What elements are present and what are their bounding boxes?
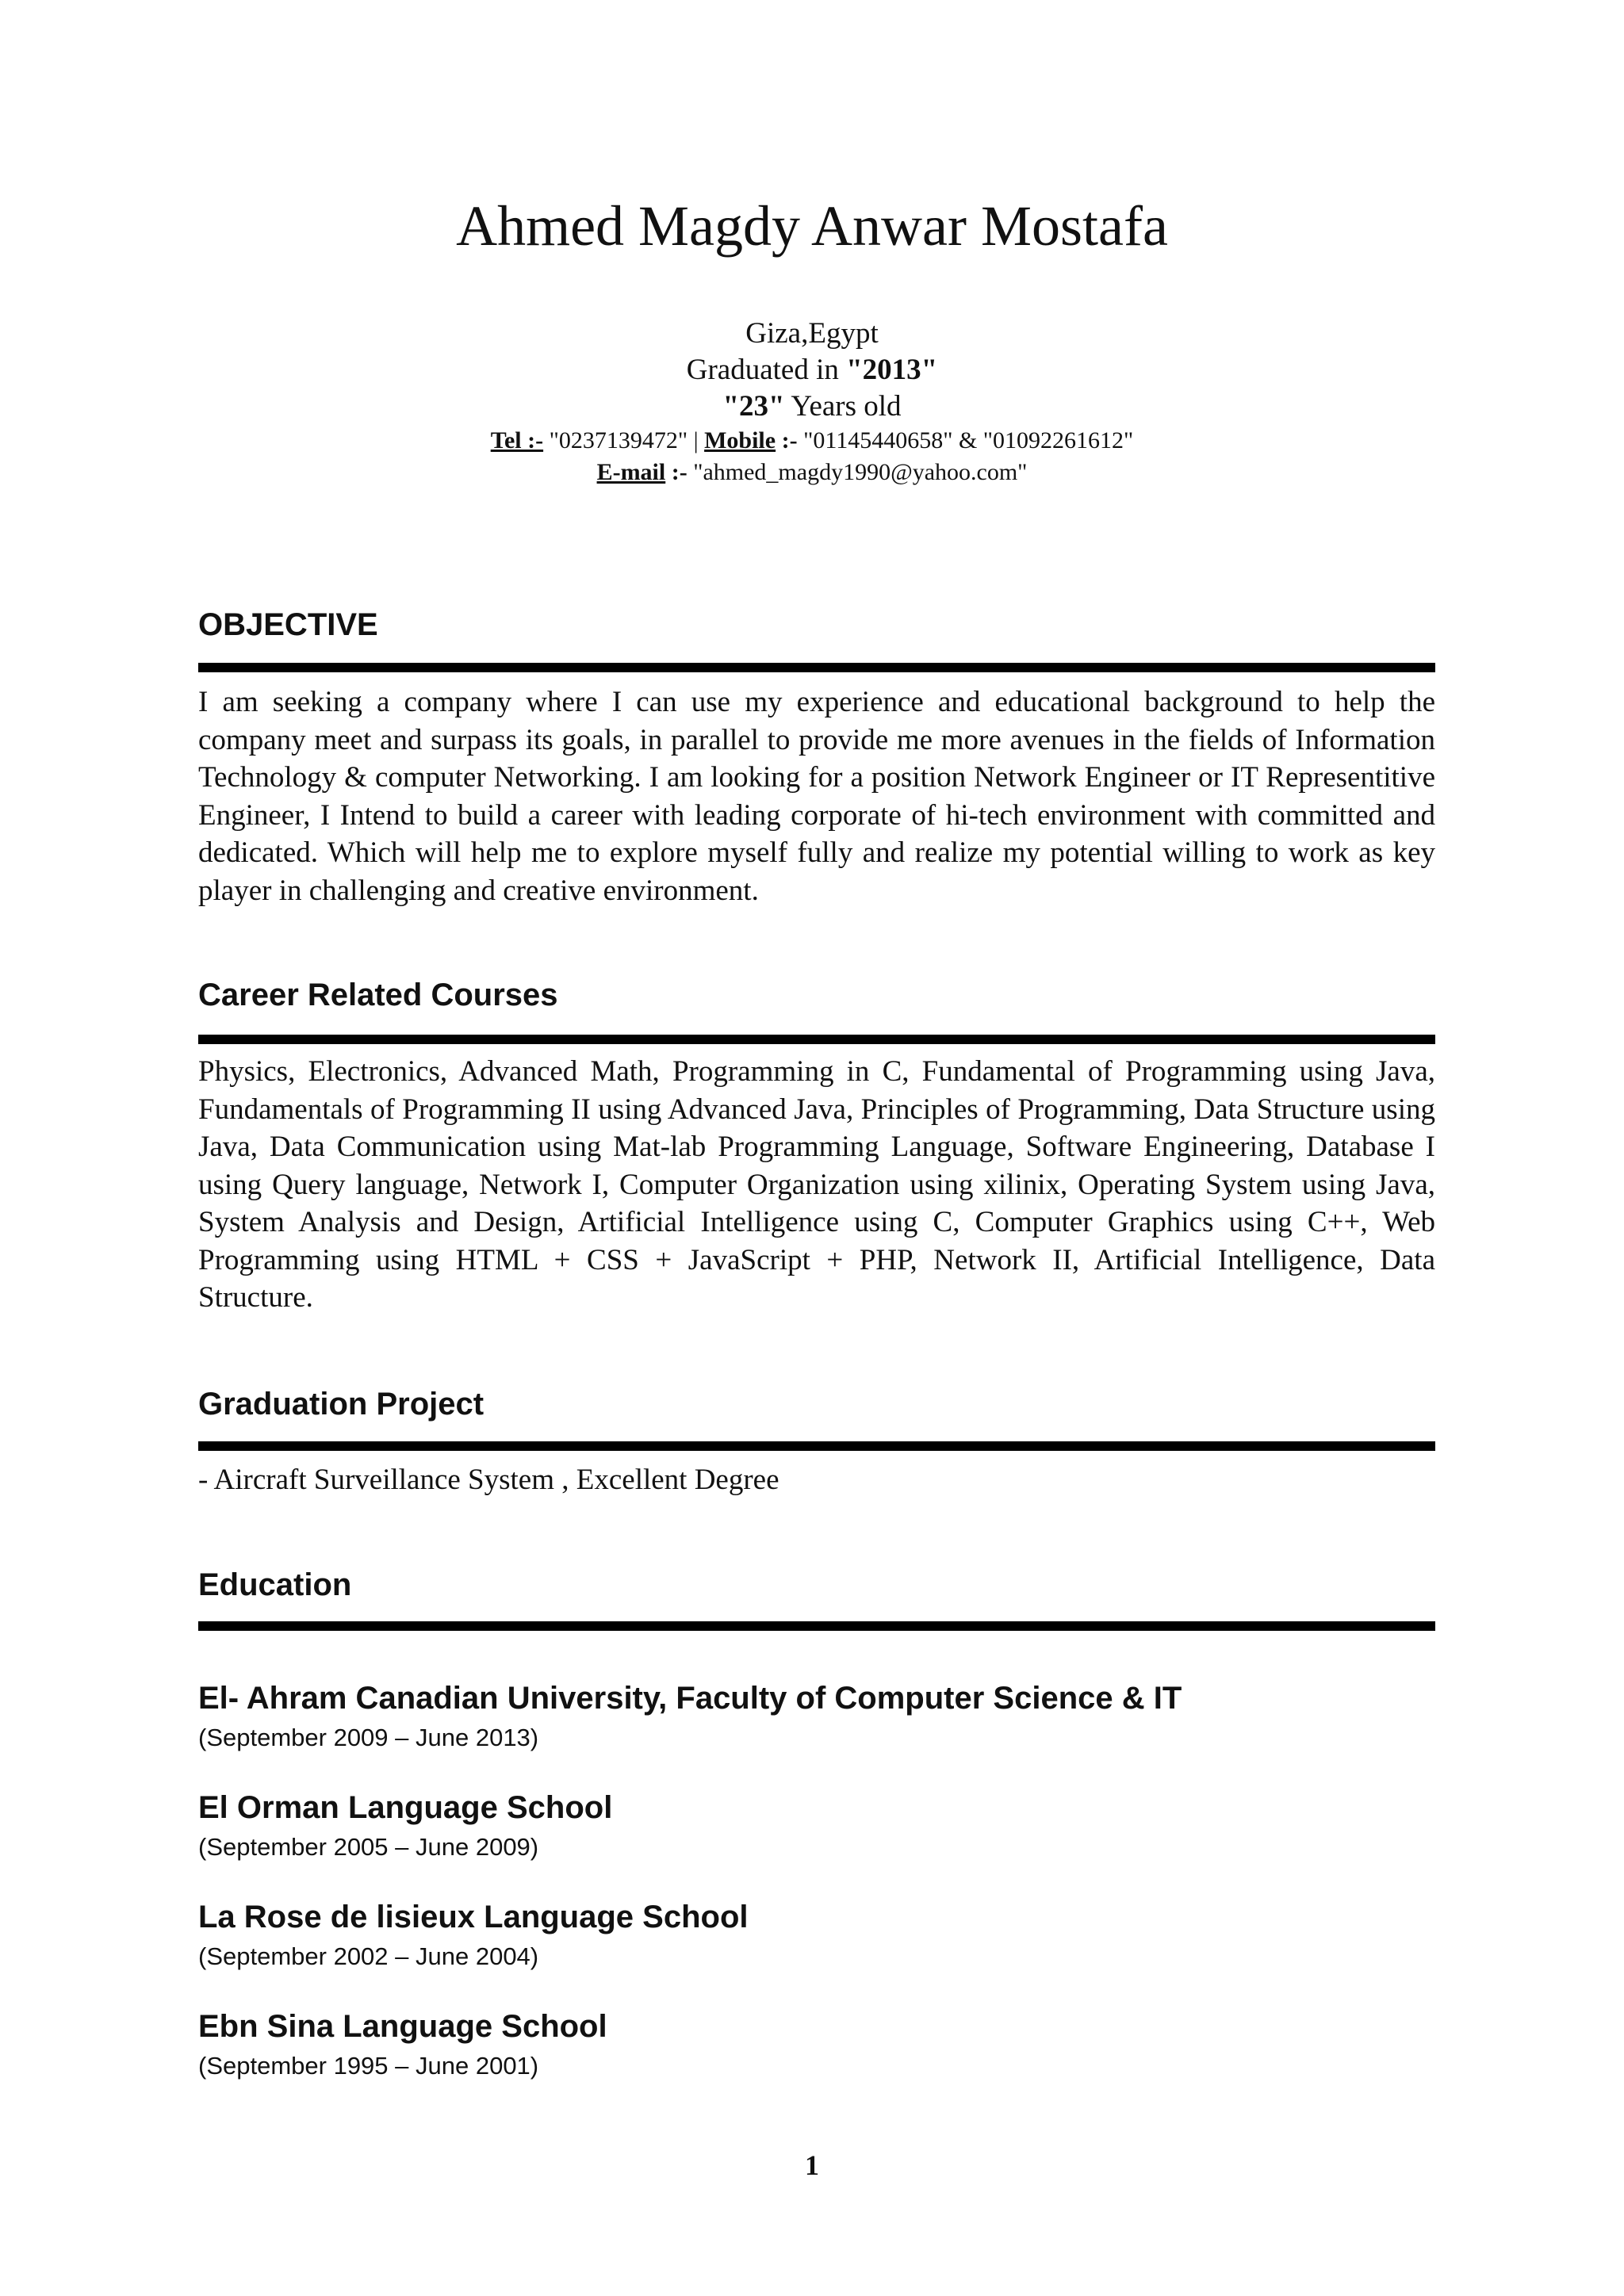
project-rule: [198, 1441, 1435, 1451]
mobile-value: "01145440658" & "01092261612": [797, 427, 1134, 453]
education-school: La Rose de lisieux Language School: [198, 1900, 749, 1934]
email-sep: :-: [665, 459, 688, 485]
project-text: - Aircraft Surveillance System , Excellent Degree: [198, 1464, 779, 1496]
objective-rule: [198, 663, 1435, 672]
mobile-sep: :-: [776, 427, 798, 453]
education-dates: (September 1995 – June 2001): [198, 2052, 539, 2080]
courses-heading: Career Related Courses: [198, 978, 558, 1012]
contact-block: [0, 316, 1624, 488]
project-heading: Graduation Project: [198, 1387, 485, 1422]
page-number: 1: [805, 2149, 819, 2181]
education-school: El- Ahram Canadian University, Faculty of Computer Science & IT: [198, 1681, 1182, 1716]
education-dates: (September 2005 – June 2009): [198, 1833, 539, 1861]
tel-label: Tel :-: [490, 427, 544, 453]
education-school: Ebn Sina Language School: [198, 2009, 607, 2044]
mobile-label: Mobile: [704, 427, 776, 453]
courses-rule: [198, 1035, 1435, 1044]
email-line: [0, 457, 1624, 488]
age-suffix: Years old: [784, 390, 902, 423]
email-value: "ahmed_magdy1990@yahoo.com": [687, 459, 1028, 485]
candidate-name: Ahmed Magdy Anwar Mostafa: [456, 194, 1168, 258]
graduated-year: "2013": [846, 354, 938, 386]
graduation-line: [0, 352, 1624, 388]
education-heading: Education: [198, 1567, 352, 1602]
education-dates: (September 2009 – June 2013): [198, 1724, 539, 1751]
location: Giza,Egypt: [745, 317, 879, 350]
age-value: "23": [722, 390, 785, 423]
graduated-prefix: Graduated in: [686, 354, 847, 386]
phone-line: [0, 425, 1624, 457]
age-line: [0, 388, 1624, 425]
objective-heading: OBJECTIVE: [198, 607, 378, 642]
education-dates: (September 2002 – June 2004): [198, 1942, 539, 1970]
education-rule: [198, 1621, 1435, 1631]
courses-text: Physics, Electronics, Advanced Math, Programming in C, Fundamental of Programming using Java, Fundamentals of Programming II using Advanced Java, Principles of Programming, Data Structure using Java, Data Communication using Mat-lab Programming Language, Software Engineering, Database I using Query language, Network I, Computer Organization using xilinix, Operating System using Java, System Analysis and Design, Artificial Intelligence using C, Computer Graphics using C++, Web Programming using HTML + CSS + JavaScript + PHP, Network II, Artificial Intelligence, Data Structure.: [198, 1055, 1435, 1314]
education-school: El Orman Language School: [198, 1790, 613, 1825]
tel-value: "0237139472" |: [543, 427, 705, 453]
objective-text: I am seeking a company where I can use my experience and educational background to help the company meet and surpass its goals, in parallel to provide me more avenues in the fields of Information Technology & computer Networking. I am looking for a position Network Engineer or IT Representitive Engineer, I Intend to build a career with leading corporate of hi-tech environment with committed and dedicated. Which will help me to explore myself fully and realize my potential willing to work as key player in challenging and creative environment.: [198, 686, 1435, 907]
email-label: E-mail: [596, 459, 666, 485]
